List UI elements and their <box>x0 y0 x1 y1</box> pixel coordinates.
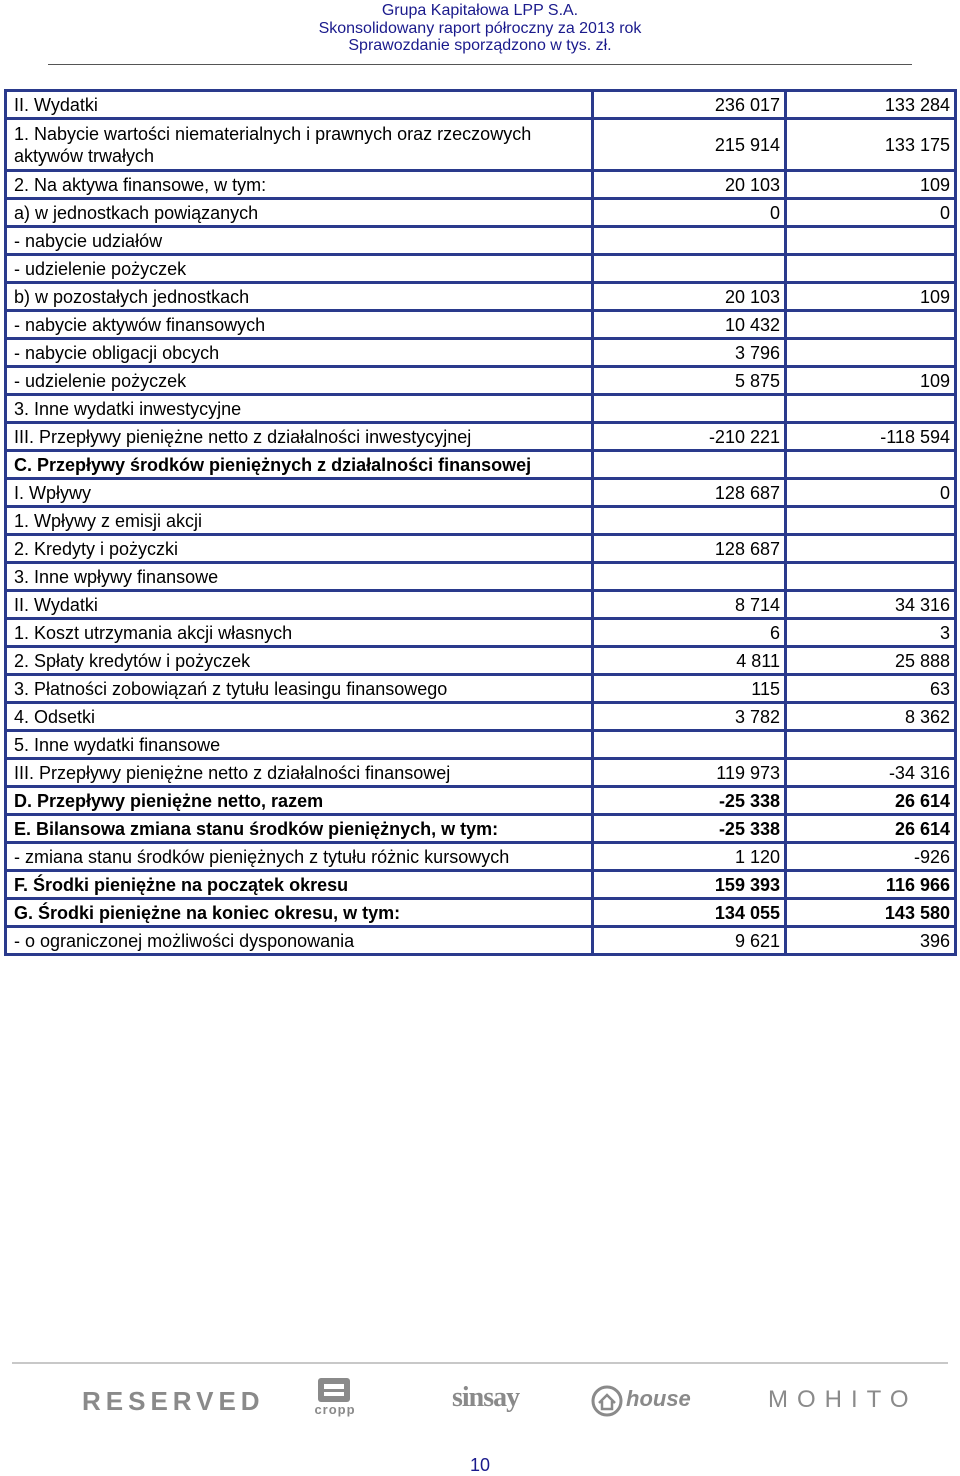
row-label: a) w jednostkach powiązanych <box>6 199 593 227</box>
table-row <box>6 843 956 871</box>
row-label: 2. Spłaty kredytów i pożyczek <box>6 647 593 675</box>
table-row <box>6 507 956 535</box>
value-current: 119 973 <box>593 759 786 787</box>
value-current: 236 017 <box>593 91 786 119</box>
table-row <box>6 647 956 675</box>
row-label: - udzielenie pożyczek <box>6 367 593 395</box>
table-row <box>6 283 956 311</box>
value-prior <box>786 507 956 535</box>
row-label: G. Środki pieniężne na koniec okresu, w tym: <box>6 899 593 927</box>
value-current: 115 <box>593 675 786 703</box>
value-prior: 34 316 <box>786 591 956 619</box>
value-prior <box>786 563 956 591</box>
row-label: - nabycie aktywów finansowych <box>6 311 593 339</box>
value-current <box>593 563 786 591</box>
row-label: - nabycie obligacji obcych <box>6 339 593 367</box>
row-label: III. Przepływy pieniężne netto z działalności finansowej <box>6 759 593 787</box>
table-row <box>6 535 956 563</box>
table-row <box>6 171 956 199</box>
value-prior: -34 316 <box>786 759 956 787</box>
row-label: 1. Nabycie wartości niematerialnych i prawnych oraz rzeczowych aktywów trwałych <box>6 119 593 171</box>
table-row <box>6 675 956 703</box>
table-row <box>6 815 956 843</box>
table-row <box>6 563 956 591</box>
value-current: -25 338 <box>593 787 786 815</box>
row-label: III. Przepływy pieniężne netto z działalności inwestycyjnej <box>6 423 593 451</box>
row-label: - nabycie udziałów <box>6 227 593 255</box>
value-current: 3 782 <box>593 703 786 731</box>
value-prior: -926 <box>786 843 956 871</box>
value-prior: 3 <box>786 619 956 647</box>
value-prior: 0 <box>786 199 956 227</box>
value-prior: 133 175 <box>786 119 956 171</box>
value-prior <box>786 535 956 563</box>
value-prior <box>786 451 956 479</box>
value-prior <box>786 339 956 367</box>
row-label: - udzielenie pożyczek <box>6 255 593 283</box>
table-row <box>6 703 956 731</box>
value-current: 3 796 <box>593 339 786 367</box>
page-number: 10 <box>469 1455 491 1475</box>
currency-note: Sprawozdanie sporządzono w tys. zł. <box>348 37 612 54</box>
row-label: 3. Inne wydatki inwestycyjne <box>6 395 593 423</box>
table-row <box>6 367 956 395</box>
report-title: Skonsolidowany raport półroczny za 2013 rok <box>318 19 642 37</box>
value-current: 215 914 <box>593 119 786 171</box>
row-label: 4. Odsetki <box>6 703 593 731</box>
value-current: 5 875 <box>593 367 786 395</box>
cropp-logo <box>306 1376 364 1418</box>
value-current: 10 432 <box>593 311 786 339</box>
brand-logo-strip <box>0 1376 960 1426</box>
value-prior <box>786 255 956 283</box>
row-label: II. Wydatki <box>6 591 593 619</box>
value-prior: 26 614 <box>786 815 956 843</box>
table-row <box>6 227 956 255</box>
row-label: C. Przepływy środków pieniężnych z działalności finansowej <box>6 451 593 479</box>
value-current <box>593 731 786 759</box>
table-row <box>6 871 956 899</box>
value-prior: 63 <box>786 675 956 703</box>
footer-divider <box>12 1362 948 1364</box>
value-current <box>593 227 786 255</box>
value-prior: 396 <box>786 927 956 955</box>
value-prior: 8 362 <box>786 703 956 731</box>
row-label: 3. Płatności zobowiązań z tytułu leasingu finansowego <box>6 675 593 703</box>
row-label: 2. Kredyty i pożyczki <box>6 535 593 563</box>
row-label: F. Środki pieniężne na początek okresu <box>6 871 593 899</box>
value-current: 9 621 <box>593 927 786 955</box>
value-current <box>593 255 786 283</box>
value-current: 8 714 <box>593 591 786 619</box>
value-prior: 25 888 <box>786 647 956 675</box>
value-current: 0 <box>593 199 786 227</box>
reserved-logo: RESERVED <box>82 1386 265 1416</box>
value-current: 159 393 <box>593 871 786 899</box>
value-prior: 26 614 <box>786 787 956 815</box>
mohito-logo: MOHITO <box>768 1386 918 1413</box>
sinsay-logo: sinsay <box>452 1382 520 1413</box>
cash-flow-table <box>4 89 957 956</box>
value-prior <box>786 731 956 759</box>
row-label: 1. Koszt utrzymania akcji własnych <box>6 619 593 647</box>
table-row <box>6 423 956 451</box>
row-label: - zmiana stanu środków pieniężnych z tytułu różnic kursowych <box>6 843 593 871</box>
value-current: -25 338 <box>593 815 786 843</box>
table-row <box>6 255 956 283</box>
report-header <box>0 2 960 55</box>
table-row <box>6 899 956 927</box>
table-row <box>6 927 956 955</box>
table-row <box>6 759 956 787</box>
value-prior: 143 580 <box>786 899 956 927</box>
value-current: 128 687 <box>593 535 786 563</box>
value-current: 20 103 <box>593 171 786 199</box>
value-current: 134 055 <box>593 899 786 927</box>
value-current: -210 221 <box>593 423 786 451</box>
row-label: 3. Inne wpływy finansowe <box>6 563 593 591</box>
table-row <box>6 731 956 759</box>
table-row <box>6 479 956 507</box>
value-prior: -118 594 <box>786 423 956 451</box>
row-label: 5. Inne wydatki finansowe <box>6 731 593 759</box>
cropp-wordmark: cropp <box>314 1402 356 1417</box>
table-row <box>6 199 956 227</box>
value-current <box>593 451 786 479</box>
row-label: 1. Wpływy z emisji akcji <box>6 507 593 535</box>
table-row <box>6 119 956 171</box>
value-prior: 109 <box>786 171 956 199</box>
house-icon <box>590 1384 624 1418</box>
value-current: 20 103 <box>593 283 786 311</box>
company-name: Grupa Kapitałowa LPP S.A. <box>381 2 579 19</box>
table-row <box>6 619 956 647</box>
table-row <box>6 91 956 119</box>
house-logo <box>590 1382 700 1422</box>
table-row <box>6 787 956 815</box>
table-row <box>6 591 956 619</box>
row-label: D. Przepływy pieniężne netto, razem <box>6 787 593 815</box>
table-row <box>6 311 956 339</box>
value-prior: 116 966 <box>786 871 956 899</box>
header-divider <box>48 64 912 65</box>
row-label: b) w pozostałych jednostkach <box>6 283 593 311</box>
house-wordmark: house <box>626 1386 691 1411</box>
row-label: E. Bilansowa zmiana stanu środków pieniężnych, w tym: <box>6 815 593 843</box>
value-current: 128 687 <box>593 479 786 507</box>
value-prior: 109 <box>786 367 956 395</box>
row-label: I. Wpływy <box>6 479 593 507</box>
value-prior <box>786 395 956 423</box>
value-prior <box>786 311 956 339</box>
row-label: - o ograniczonej możliwości dysponowania <box>6 927 593 955</box>
value-current: 4 811 <box>593 647 786 675</box>
value-current: 6 <box>593 619 786 647</box>
value-prior: 109 <box>786 283 956 311</box>
value-prior: 133 284 <box>786 91 956 119</box>
table-row <box>6 339 956 367</box>
row-label: II. Wydatki <box>6 91 593 119</box>
value-prior <box>786 227 956 255</box>
value-current <box>593 395 786 423</box>
value-current: 1 120 <box>593 843 786 871</box>
row-label: 2. Na aktywa finansowe, w tym: <box>6 171 593 199</box>
value-prior: 0 <box>786 479 956 507</box>
table-row <box>6 395 956 423</box>
table-row <box>6 451 956 479</box>
value-current <box>593 507 786 535</box>
